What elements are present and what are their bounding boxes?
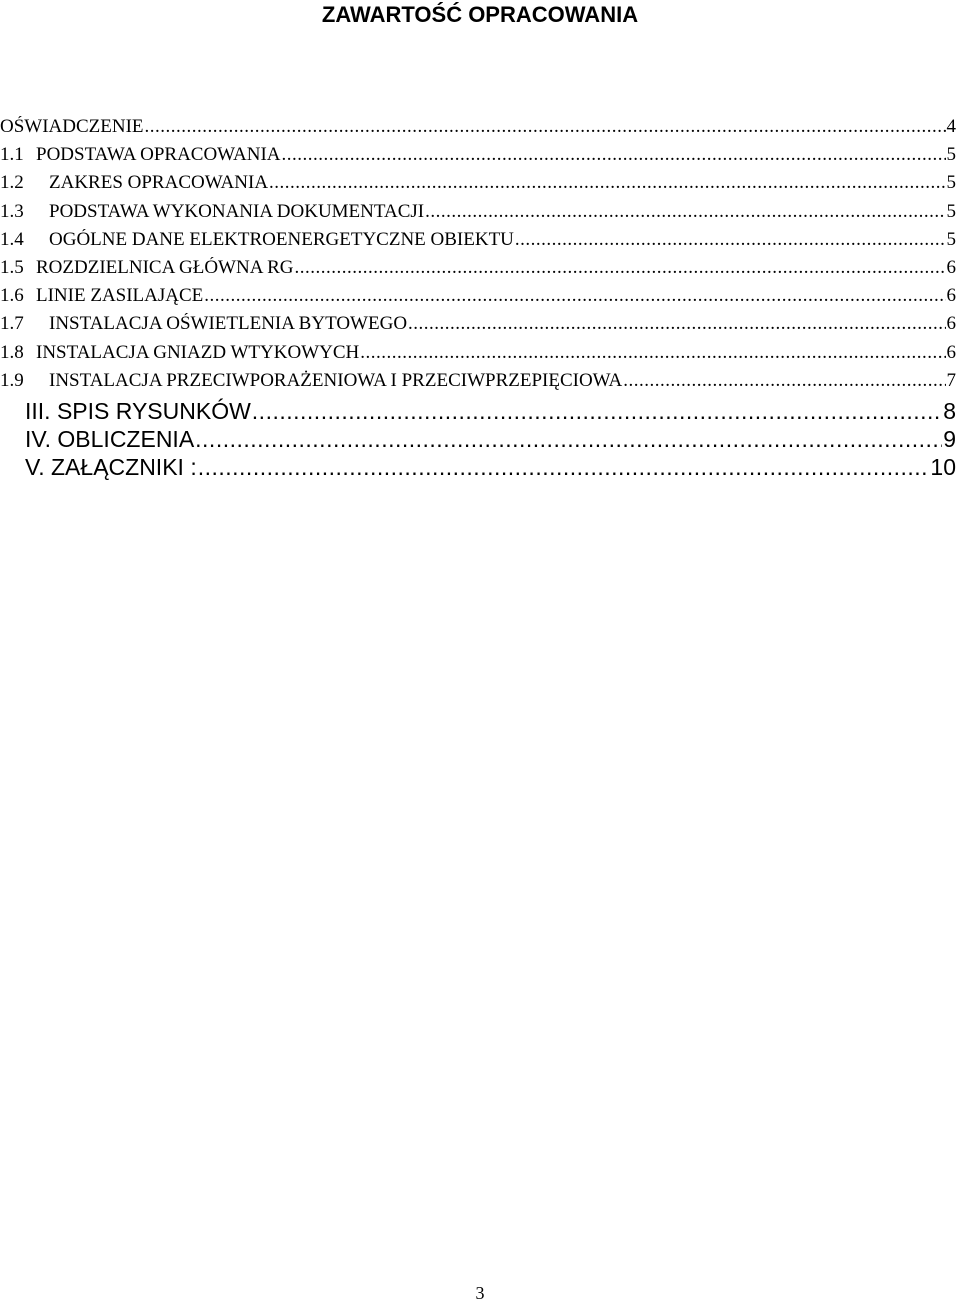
toc-entry-number: 1.5 [0, 257, 36, 279]
toc-entry-label [0, 172, 268, 194]
toc-entry-oswiadczenie[interactable] [0, 116, 960, 144]
toc-leader-dots [195, 426, 942, 453]
toc-entry-title: ROZDZIELNICA GŁÓWNA RG [36, 257, 294, 278]
toc-entry-label [0, 313, 407, 335]
toc-entry-number: 1.2 [0, 172, 49, 194]
toc-entry-label [0, 285, 203, 307]
toc-entry-label [0, 116, 144, 138]
toc-entry-number: 1.8 [0, 342, 36, 364]
toc-entry-label [0, 398, 251, 425]
toc-entry-1-2[interactable] [0, 172, 960, 200]
toc-entry-page: 7 [947, 370, 960, 392]
toc-leader-dots [408, 313, 945, 335]
toc-entry-title: INSTALACJA PRZECIWPORAŻENIOWA I PRZECIWPRZEPIĘCIOWA [49, 370, 622, 391]
toc-entry-title: INSTALACJA GNIAZD WTYKOWYCH [36, 342, 359, 363]
toc-leader-dots [515, 229, 946, 251]
toc-entry-label [0, 144, 281, 166]
toc-entry-page: 4 [947, 116, 960, 138]
toc-entry-title: III. SPIS RYSUNKÓW [25, 398, 251, 424]
toc-entry-label [0, 426, 194, 453]
toc-entry-zalaczniki[interactable] [0, 454, 960, 482]
toc-leader-dots [269, 172, 945, 194]
toc-entry-title: OŚWIADCZENIE [0, 116, 144, 137]
toc-leader-dots [198, 454, 930, 481]
toc-entry-1-6[interactable] [0, 285, 960, 313]
toc-entry-page: 6 [947, 342, 960, 364]
toc-entry-title: PODSTAWA WYKONANIA DOKUMENTACJI [49, 201, 424, 222]
toc-entry-page: 8 [943, 398, 960, 425]
page-title: ZAWARTOŚĆ OPRACOWANIA [0, 0, 960, 30]
toc-entry-title: OGÓLNE DANE ELEKTROENERGETYCZNE OBIEKTU [49, 229, 514, 250]
toc-leader-dots [282, 144, 946, 166]
toc-entry-page: 9 [943, 426, 960, 453]
toc-entry-obliczenia[interactable] [0, 426, 960, 454]
toc-leader-dots [145, 116, 946, 138]
toc-entry-title: ZAKRES OPRACOWANIA [49, 172, 268, 193]
toc-entry-label [0, 454, 197, 481]
toc-entry-page: 5 [947, 144, 960, 166]
toc-entry-page: 5 [947, 229, 960, 251]
toc-entry-1-9[interactable] [0, 370, 960, 398]
toc-entry-label [0, 201, 424, 223]
toc-entry-page: 5 [947, 172, 960, 194]
toc-leader-dots [295, 257, 946, 279]
toc-leader-dots [204, 285, 945, 307]
toc-entry-page: 6 [947, 313, 960, 335]
toc-entry-number: 1.7 [0, 313, 49, 335]
toc-entry-number: 1.6 [0, 285, 36, 307]
toc-entry-title: IV. OBLICZENIA [25, 426, 194, 452]
toc-entry-1-1[interactable] [0, 144, 960, 172]
toc-entry-1-3[interactable] [0, 201, 960, 229]
toc-leader-dots [360, 342, 945, 364]
toc-entry-page: 10 [930, 454, 960, 481]
toc-entry-label [0, 229, 514, 251]
toc-entry-1-7[interactable] [0, 313, 960, 341]
toc-entry-number: 1.1 [0, 144, 36, 166]
toc-entry-title: V. ZAŁĄCZNIKI : [25, 454, 197, 480]
toc-entry-spis-rysunkow[interactable] [0, 398, 960, 426]
toc-leader-dots [425, 201, 945, 223]
toc-entry-label [0, 257, 294, 279]
toc-entry-number: 1.4 [0, 229, 49, 251]
table-of-contents [0, 116, 960, 482]
toc-entry-page: 6 [947, 257, 960, 279]
toc-entry-title: INSTALACJA OŚWIETLENIA BYTOWEGO [49, 313, 407, 334]
toc-entry-label [0, 342, 359, 364]
toc-entry-page: 5 [947, 201, 960, 223]
page-number: 3 [0, 1282, 960, 1304]
toc-entry-title: LINIE ZASILAJĄCE [36, 285, 203, 306]
toc-entry-page: 6 [947, 285, 960, 307]
toc-entry-number: 1.9 [0, 370, 49, 392]
toc-entry-1-5[interactable] [0, 257, 960, 285]
toc-leader-dots [623, 370, 945, 392]
toc-entry-title: PODSTAWA OPRACOWANIA [36, 144, 281, 165]
toc-entry-label [0, 370, 622, 392]
toc-entry-number: 1.3 [0, 201, 49, 223]
toc-entry-1-4[interactable] [0, 229, 960, 257]
toc-leader-dots [252, 398, 942, 425]
toc-entry-1-8[interactable] [0, 342, 960, 370]
